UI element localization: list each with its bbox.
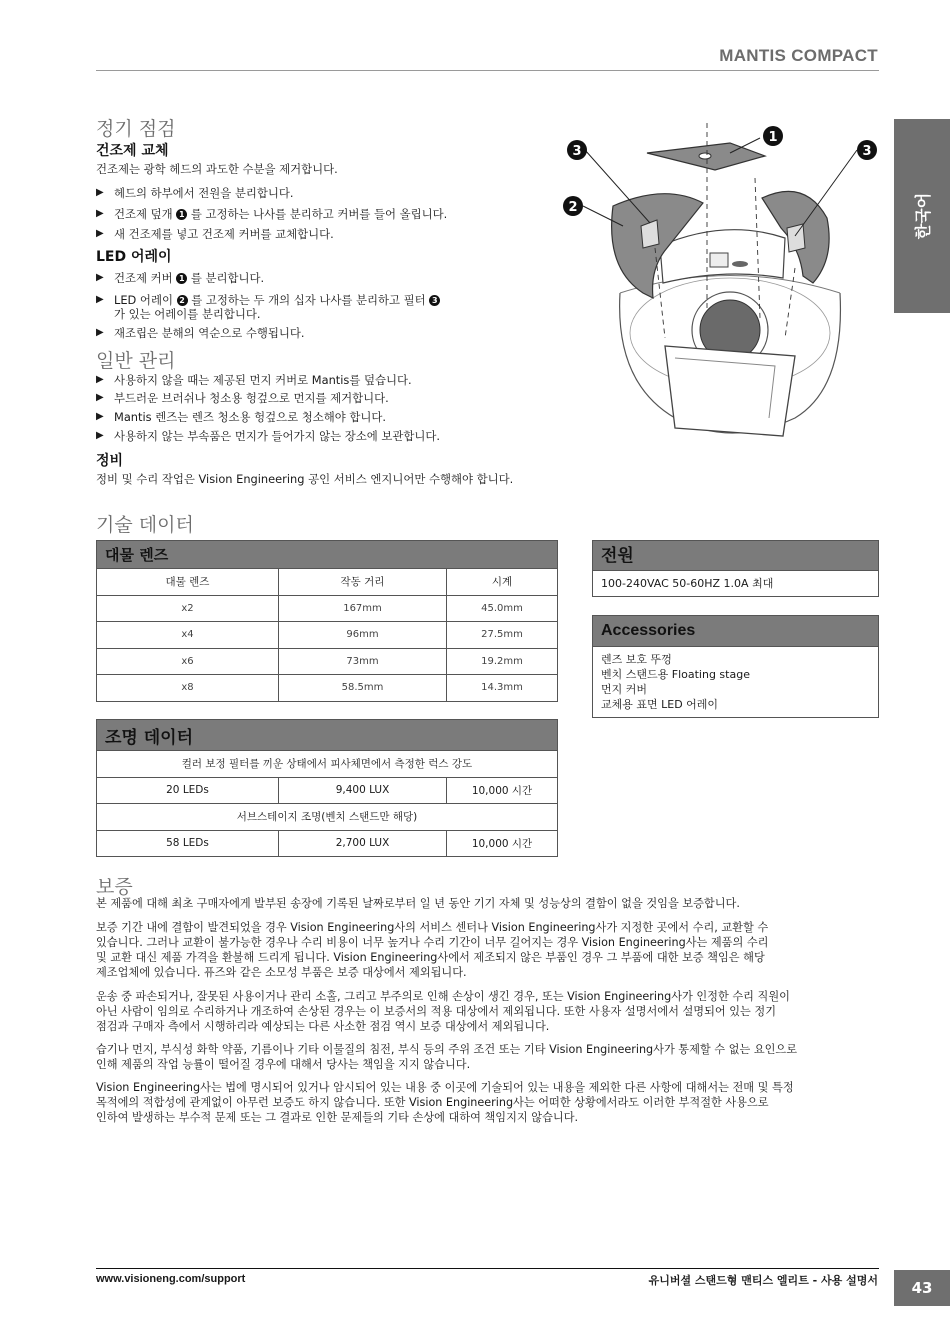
objective-table-caption: 대물 렌즈 xyxy=(97,541,558,569)
warranty-paragraph: Vision Engineering사는 법에 명시되어 있거나 암시되어 있는 내용 중 이곳에 기술되어 있는 내용을 제외한 다른 사항에 대해서는 전매 및 특정 목적에의 적합성에 관계없이 아무런 보증도 하지 않습니다. 또한 Vision Engineering사는 어떠한 상황에서라도 이러한 부적절한 사용으로 인하여 발생하는 부수적 문제 또는 그 결과로 인한 문제들의 기타 손상에 대하여 책임지지 않습니다. xyxy=(96,1081,794,1124)
lighting-note: 서브스테이지 조명(벤치 스탠드만 해당) xyxy=(97,804,558,831)
document-header-title: MANTIS COMPACT xyxy=(719,46,878,65)
bullet-arrow-icon: ▶ xyxy=(96,430,104,441)
bullet-arrow-icon: ▶ xyxy=(96,327,104,338)
bullet-arrow-icon: ▶ xyxy=(96,374,104,385)
maintenance-heading: 정비 xyxy=(96,453,124,469)
page-number: 43 xyxy=(894,1270,950,1306)
callout-number-icon: 1 xyxy=(176,273,187,284)
accessories-caption: Accessories xyxy=(592,615,879,647)
bullet-arrow-icon: ▶ xyxy=(96,272,104,283)
care-item: ▶ 사용하지 않을 때는 제공된 먼지 커버로 Mantis를 덮습니다. xyxy=(96,373,412,387)
table-header: 대물 렌즈 xyxy=(97,569,279,596)
diagram-callout: 3 xyxy=(572,144,582,159)
language-label: 한국어 xyxy=(913,192,933,240)
general-care-heading: 일반 관리 xyxy=(96,350,176,372)
warranty-paragraph: 본 제품에 대해 최초 구매자에게 발부된 송장에 기록된 날짜로부터 일 년 동안 기기 자체 및 성능상의 결함이 없을 것임을 보증합니다. xyxy=(96,897,740,910)
support-url[interactable]: www.visioneng.com/support xyxy=(96,1273,246,1285)
care-item: ▶ 부드러운 브러쉬나 청소용 헝겊으로 먼지를 제거합니다. xyxy=(96,391,389,405)
bullet-arrow-icon: ▶ xyxy=(96,187,104,198)
diagram-callout: 3 xyxy=(862,144,872,159)
objective-lens-table xyxy=(96,540,558,702)
exploded-head-diagram xyxy=(555,118,885,463)
accessories-list xyxy=(592,646,879,718)
bullet-arrow-icon: ▶ xyxy=(96,392,104,403)
list-item: 벤치 스탠드용 Floating stage xyxy=(601,668,750,681)
table-row: x8 58.5mm 14.3mm xyxy=(97,675,558,702)
care-item: ▶ 사용하지 않는 부속품은 먼지가 들어가지 않는 장소에 보관합니다. xyxy=(96,429,441,443)
maintenance-text: 정비 및 수리 작업은 Vision Engineering 공인 서비스 엔지니어만 수행해야 합니다. xyxy=(96,472,514,486)
bullet-arrow-icon: ▶ xyxy=(96,228,104,239)
lighting-table-caption: 조명 데이터 xyxy=(97,720,558,751)
led-step-2: ▶ LED 어레이 2 를 고정하는 두 개의 십자 나사를 분리하고 필터 3 가 있는 어레이를 분리합니다. xyxy=(96,293,440,321)
table-row: 58 LEDs 2,700 LUX 10,000 시간 xyxy=(97,830,558,857)
callout-number-icon: 3 xyxy=(429,295,440,306)
care-item: ▶ Mantis 렌즈는 렌즈 청소용 헝겊으로 청소해야 합니다. xyxy=(96,410,387,424)
led-step-1: ▶ 건조제 커버 1 를 분리합니다. xyxy=(96,271,265,285)
list-item: 렌즈 보호 뚜껑 xyxy=(601,653,672,666)
power-caption: 전원 xyxy=(592,540,879,571)
bullet-arrow-icon: ▶ xyxy=(96,294,104,305)
tech-data-heading: 기술 데이터 xyxy=(96,514,194,536)
led-array-heading: LED 어레이 xyxy=(96,249,172,265)
table-row: x2 167mm 45.0mm xyxy=(97,595,558,622)
table-header: 작동 거리 xyxy=(279,569,447,596)
bullet-arrow-icon: ▶ xyxy=(96,411,104,422)
callout-number-icon: 2 xyxy=(177,295,188,306)
header-divider xyxy=(96,70,879,71)
warranty-heading: 보증 xyxy=(96,876,133,898)
footer-divider xyxy=(96,1268,879,1269)
callout-number-icon: 1 xyxy=(176,209,187,220)
language-side-tab xyxy=(894,119,950,313)
warranty-paragraph: 습기나 먼지, 부식성 화학 약품, 기름이나 기타 이물질의 침전, 부식 등의 주위 조건 또는 기타 Vision Engineering사가 통제할 수 없는 요인으로 인해 제품의 작업 능률이 떨어질 경우에 대해서 당사는 책임을 지지 않습니다. xyxy=(96,1043,798,1071)
bullet-arrow-icon: ▶ xyxy=(96,208,104,219)
exploded-head-illustration xyxy=(555,118,885,463)
diagram-callout: 1 xyxy=(768,130,778,145)
table-row: x6 73mm 19.2mm xyxy=(97,648,558,675)
table-row: x4 96mm 27.5mm xyxy=(97,622,558,649)
diagram-callout: 2 xyxy=(568,200,578,215)
desiccant-step-1: ▶ 헤드의 하부에서 전원을 분리합니다. xyxy=(96,186,294,200)
desiccant-intro: 건조제는 광학 헤드의 과도한 수분을 제거합니다. xyxy=(96,162,338,176)
warranty-paragraph: 운송 중 파손되거나, 잘못된 사용이거나 관리 소홀, 그리고 부주의로 인해 손상이 생긴 경우, 또는 Vision Engineering사가 인정한 수리 직원이 아닌 사람이 임의로 수리하거나 개조하여 손상된 경우는 이 보증서의 적용 대상에서 제외됩니다. 또한 사용자 설명서에서 설명되어 있는 정기 점검과 구매자 측에서 시행하리라 예상되는 다른 사소한 점검 역시 보증 대상에서 제외됩니다. xyxy=(96,990,790,1033)
table-row: 20 LEDs 9,400 LUX 10,000 시간 xyxy=(97,777,558,804)
power-value: 100-240VAC 50-60HZ 1.0A 최대 xyxy=(592,570,879,597)
lighting-data-table xyxy=(96,719,558,857)
warranty-paragraph: 보증 기간 내에 결함이 발견되었을 경우 Vision Engineering사의 서비스 센터나 Vision Engineering사가 지정한 곳에서 수리, 교환할 수 있습니다. 그러나 교환이 불가능한 경우나 수리 비용이 너무 높거나 수리 기간이 너무 길어지는 경우 Vision Engineering사는 제품의 수리 및 교환 대신 제품 가격을 환불해 드리게 됩니다. Vision Engineering사에서 제조되지 않은 부품인 경우 그 부품에 대한 보증 책임은 해당 제조업체에 있습니다. 퓨즈와 같은 소모성 부품은 보증 대상에서 제외됩니다. xyxy=(96,921,769,979)
list-item: 먼지 커버 xyxy=(601,683,648,696)
table-header: 시계 xyxy=(447,569,558,596)
list-item: 교체용 표면 LED 어레이 xyxy=(601,698,719,711)
desiccant-heading: 건조제 교체 xyxy=(96,143,169,159)
document-title: 유니버셜 스탠드형 맨티스 엘리트 - 사용 설명서 xyxy=(648,1274,878,1287)
desiccant-step-2: ▶ 건조제 덮개 1 를 고정하는 나사를 분리하고 커버를 들어 올립니다. xyxy=(96,207,448,221)
desiccant-step-3: ▶ 새 건조제를 넣고 건조제 커버를 교체합니다. xyxy=(96,227,334,241)
lighting-note: 컬러 보정 필터를 끼운 상태에서 피사체면에서 측정한 럭스 강도 xyxy=(97,751,558,778)
led-step-3: ▶ 재조립은 분해의 역순으로 수행됩니다. xyxy=(96,326,305,340)
inspection-heading: 정기 점검 xyxy=(96,118,176,140)
